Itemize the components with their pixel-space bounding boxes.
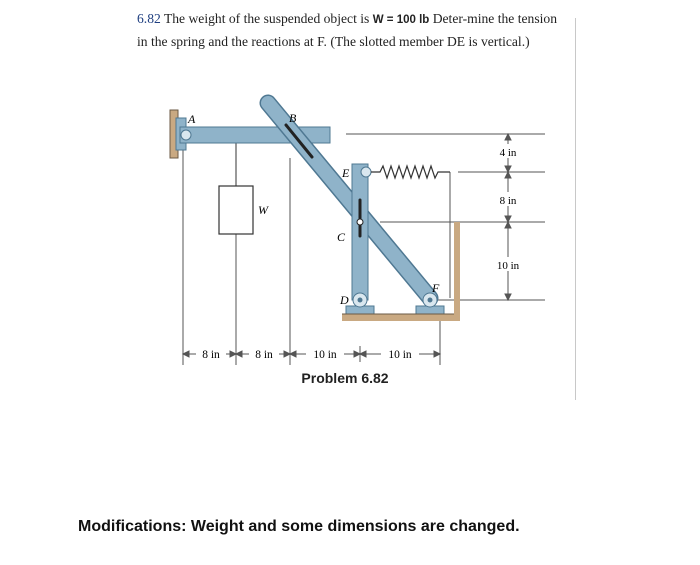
member-bf	[268, 103, 430, 298]
problem-text-part2: Deter-mine the tension in the spring and the reactions at F. (The slotted member DE is vertical.)	[137, 11, 557, 49]
label-f: F	[432, 281, 440, 295]
label-w: W	[258, 203, 268, 217]
label-c: C	[337, 230, 346, 244]
support-d	[346, 293, 374, 314]
pin-d-center	[358, 298, 363, 303]
pin-f-center	[428, 298, 433, 303]
figure-caption	[0, 370, 700, 386]
label-e: E	[342, 166, 350, 180]
problem-number: 6.82	[137, 11, 161, 26]
dim-label-8in: 8 in	[499, 195, 517, 207]
hdim-label-2: 8 in	[255, 349, 273, 361]
pin-e	[361, 167, 371, 177]
caption-text: Problem 6.82	[301, 370, 389, 386]
label-d: D	[340, 293, 349, 307]
label-b: B	[289, 111, 297, 125]
weight-block	[219, 186, 253, 234]
member-de	[352, 164, 368, 300]
label-a: A	[188, 112, 196, 126]
hdim-label-1: 8 in	[202, 349, 220, 361]
problem-text-part1: The weight of the suspended object is	[163, 11, 370, 26]
hdim-label-4: 10 in	[388, 349, 412, 361]
pin-c	[357, 219, 363, 225]
weight-value: W = 100 lb	[372, 14, 430, 26]
spring	[371, 166, 450, 178]
dim-label-4in: 4 in	[499, 147, 517, 159]
modifications-note: Modifications: Weight and some dimensions are changed.	[78, 518, 520, 535]
dim-label-10in: 10 in	[496, 260, 520, 272]
pin-a	[181, 130, 191, 140]
hdim-label-3: 10 in	[313, 349, 337, 361]
